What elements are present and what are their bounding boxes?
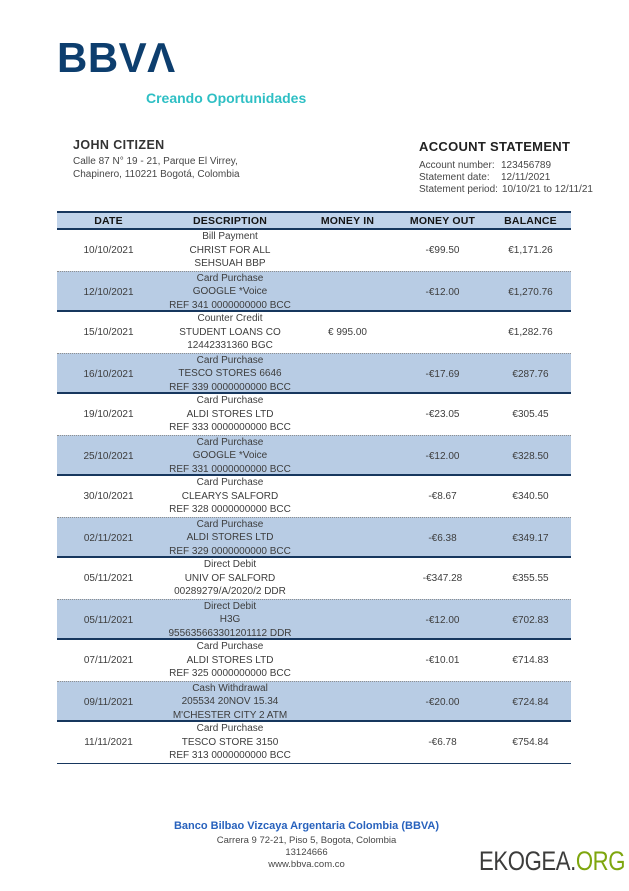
money-in-amount xyxy=(300,476,395,517)
transaction-reference: REF 329 0000000000 BCC xyxy=(169,545,291,557)
statement-date-row xyxy=(419,172,593,184)
money-out-amount xyxy=(395,312,490,353)
balance-amount: €724.84 xyxy=(512,696,549,708)
transaction-payee: UNIV OF SALFORD xyxy=(184,572,276,584)
bbva-logo: BBVΛ xyxy=(57,34,176,81)
transaction-reference: REF 325 0000000000 BCC xyxy=(169,668,291,680)
transaction-type: Direct Debit xyxy=(203,601,257,612)
transaction-description xyxy=(160,312,300,353)
table-row xyxy=(57,394,571,435)
money-out-amount: -€12.00 xyxy=(425,286,460,298)
footer-bank-phone: 13124666 xyxy=(285,847,328,858)
table-row xyxy=(57,681,571,722)
transaction-reference: 12442331360 BGC xyxy=(187,340,273,352)
money-out-amount: -€12.00 xyxy=(425,614,460,626)
table-row xyxy=(57,271,571,312)
transaction-payee: GOOGLE *Voice xyxy=(192,286,268,298)
table-row xyxy=(57,312,571,353)
statement-date-label: Statement date: xyxy=(419,172,490,183)
transaction-date: 15/10/2021 xyxy=(83,327,134,338)
transaction-payee: ALDI STORES LTD xyxy=(186,532,274,544)
table-row xyxy=(57,476,571,517)
transaction-description xyxy=(160,518,300,558)
statement-period-value: 10/10/21 to 12/11/21 xyxy=(501,184,593,195)
table-row xyxy=(57,517,571,558)
balance-amount: €702.83 xyxy=(512,614,549,626)
money-in-amount xyxy=(300,640,395,681)
balance-amount: €355.55 xyxy=(512,573,549,584)
money-in-amount xyxy=(300,558,395,599)
transaction-payee: CHRIST FOR ALL xyxy=(189,244,271,256)
transaction-reference: 955635663301201112 DDR xyxy=(168,627,292,639)
money-in-amount xyxy=(300,394,395,435)
transaction-description xyxy=(160,558,300,599)
transaction-date: 02/11/2021 xyxy=(83,532,134,544)
transaction-date: 19/10/2021 xyxy=(83,409,134,420)
balance-amount: €754.84 xyxy=(512,737,549,748)
table-row xyxy=(57,435,571,476)
footer-bank-address: Carrera 9 72-21, Piso 5, Bogota, Colombia xyxy=(216,835,397,846)
transaction-type: Bill Payment xyxy=(202,231,258,243)
transaction-date: 07/11/2021 xyxy=(83,655,134,666)
money-out-amount: -€99.50 xyxy=(425,245,460,256)
money-in-amount xyxy=(300,722,395,763)
money-in-amount xyxy=(300,682,395,722)
money-out-amount: -€347.28 xyxy=(422,573,463,584)
statement-info-block xyxy=(419,139,593,196)
transaction-type: Direct Debit xyxy=(203,559,257,571)
statement-period-label: Statement period: xyxy=(419,184,498,195)
header-balance: BALANCE xyxy=(504,214,557,227)
transaction-type: Card Purchase xyxy=(196,477,264,489)
balance-amount: €305.45 xyxy=(512,409,549,420)
money-in-amount: € 995.00 xyxy=(328,327,367,338)
transaction-date: 11/11/2021 xyxy=(84,737,133,748)
transaction-date: 16/10/2021 xyxy=(83,368,134,380)
balance-amount: €1,282.76 xyxy=(508,327,553,338)
transaction-description xyxy=(160,682,300,722)
transaction-reference: M'CHESTER CITY 2 ATM xyxy=(172,709,288,721)
money-out-amount: -€6.78 xyxy=(428,737,457,748)
money-out-amount: -€6.38 xyxy=(428,532,457,544)
transaction-date: 25/10/2021 xyxy=(83,450,134,462)
transaction-type: Card Purchase xyxy=(196,355,264,366)
balance-amount: €1,171.26 xyxy=(508,245,553,256)
transaction-type: Card Purchase xyxy=(196,273,264,284)
transaction-description xyxy=(160,436,300,476)
transaction-reference: SEHSUAH BBP xyxy=(194,258,266,270)
balance-amount: €349.17 xyxy=(512,532,549,544)
statement-period-row xyxy=(419,184,593,196)
money-out-amount: -€10.01 xyxy=(425,655,460,666)
money-out-amount: -€17.69 xyxy=(425,368,460,380)
balance-amount: €1,270.76 xyxy=(508,286,553,298)
transaction-type: Card Purchase xyxy=(196,641,264,653)
transaction-payee: STUDENT LOANS CO xyxy=(179,326,281,338)
transaction-description xyxy=(160,640,300,681)
money-out-amount: -€20.00 xyxy=(425,696,460,708)
table-header-row xyxy=(57,211,571,230)
customer-block xyxy=(73,138,240,181)
customer-name: JOHN CITIZEN xyxy=(73,138,165,152)
transaction-date: 30/10/2021 xyxy=(83,491,134,502)
transaction-reference: REF 339 0000000000 BCC xyxy=(169,381,291,393)
account-number-row xyxy=(419,160,593,172)
balance-amount: €714.83 xyxy=(512,655,549,666)
transaction-description xyxy=(160,230,300,271)
transaction-description xyxy=(160,354,300,394)
transaction-reference: REF 333 0000000000 BCC xyxy=(169,422,291,434)
transaction-payee: TESCO STORE 3150 xyxy=(181,736,279,748)
transaction-date: 12/10/2021 xyxy=(83,286,134,298)
balance-amount: €328.50 xyxy=(512,450,549,462)
balance-amount: €340.50 xyxy=(512,491,549,502)
transaction-type: Card Purchase xyxy=(196,395,264,407)
transaction-reference: REF 331 0000000000 BCC xyxy=(169,463,291,475)
footer-bank-name: Banco Bilbao Vizcaya Argentaria Colombia (BBVA) xyxy=(173,820,440,832)
transaction-payee: TESCO STORES 6646 xyxy=(178,368,282,380)
money-out-amount: -€12.00 xyxy=(425,450,460,462)
header-money-out: MONEY OUT xyxy=(409,214,476,227)
transaction-description xyxy=(160,476,300,517)
transaction-payee: GOOGLE *Voice xyxy=(192,450,268,462)
money-in-amount xyxy=(300,518,395,558)
transaction-type: Card Purchase xyxy=(196,437,264,448)
transaction-reference: REF 313 0000000000 BCC xyxy=(169,750,291,762)
money-in-amount xyxy=(300,272,395,312)
transaction-description xyxy=(160,600,300,640)
ekogea-logo xyxy=(479,846,625,877)
table-row xyxy=(57,230,571,271)
ekogea-logo-tld: ORG xyxy=(575,846,625,876)
money-in-amount xyxy=(300,600,395,640)
header-description: DESCRIPTION xyxy=(193,214,267,227)
transaction-type: Counter Credit xyxy=(197,313,263,325)
account-number-value: 123456789 xyxy=(501,160,552,171)
transaction-payee: H3G xyxy=(219,614,241,626)
money-out-amount: -€23.05 xyxy=(425,409,460,420)
table-row xyxy=(57,558,571,599)
transactions-table xyxy=(57,211,571,764)
transaction-type: Card Purchase xyxy=(196,723,264,735)
transaction-reference: 00289279/A/2020/2 DDR xyxy=(174,586,286,598)
brand-tagline: Creando Oportunidades xyxy=(146,90,307,106)
transaction-payee: ALDI STORES LTD xyxy=(186,408,274,420)
transaction-description xyxy=(160,272,300,312)
money-out-amount: -€8.67 xyxy=(428,491,457,502)
statement-date-value: 12/11/2021 xyxy=(501,172,551,183)
money-in-amount xyxy=(300,436,395,476)
table-body xyxy=(57,230,571,764)
table-row xyxy=(57,353,571,394)
transaction-date: 09/11/2021 xyxy=(83,696,134,708)
table-row xyxy=(57,722,571,763)
customer-address-line-1: Calle 87 N° 19 - 21, Parque El Virrey, xyxy=(73,156,238,167)
table-row xyxy=(57,640,571,681)
transaction-type: Cash Withdrawal xyxy=(192,683,268,694)
transaction-payee: 205534 20NOV 15.34 xyxy=(181,696,279,708)
money-in-amount xyxy=(300,354,395,394)
transaction-payee: ALDI STORES LTD xyxy=(186,654,274,666)
transaction-payee: CLEARYS SALFORD xyxy=(181,490,279,502)
header-date: DATE xyxy=(94,214,123,227)
transaction-description xyxy=(160,722,300,763)
balance-amount: €287.76 xyxy=(512,368,549,380)
transaction-date: 05/11/2021 xyxy=(83,573,134,584)
transaction-reference: REF 341 0000000000 BCC xyxy=(169,299,291,311)
footer-bank-website: www.bbva.com.co xyxy=(268,859,345,870)
transaction-type: Card Purchase xyxy=(196,519,264,530)
statement-title: ACCOUNT STATEMENT xyxy=(419,139,571,154)
account-number-label: Account number: xyxy=(419,160,495,171)
customer-address-line-2: Chapinero, 110221 Bogotá, Colombia xyxy=(73,169,240,180)
transaction-description xyxy=(160,394,300,435)
transaction-date: 05/11/2021 xyxy=(83,614,134,626)
ekogea-logo-name: EKOGEA. xyxy=(478,846,576,876)
header-money-in: MONEY IN xyxy=(320,214,375,227)
table-row xyxy=(57,599,571,640)
transaction-date: 10/10/2021 xyxy=(83,245,134,256)
transaction-reference: REF 328 0000000000 BCC xyxy=(169,504,291,516)
money-in-amount xyxy=(300,230,395,271)
